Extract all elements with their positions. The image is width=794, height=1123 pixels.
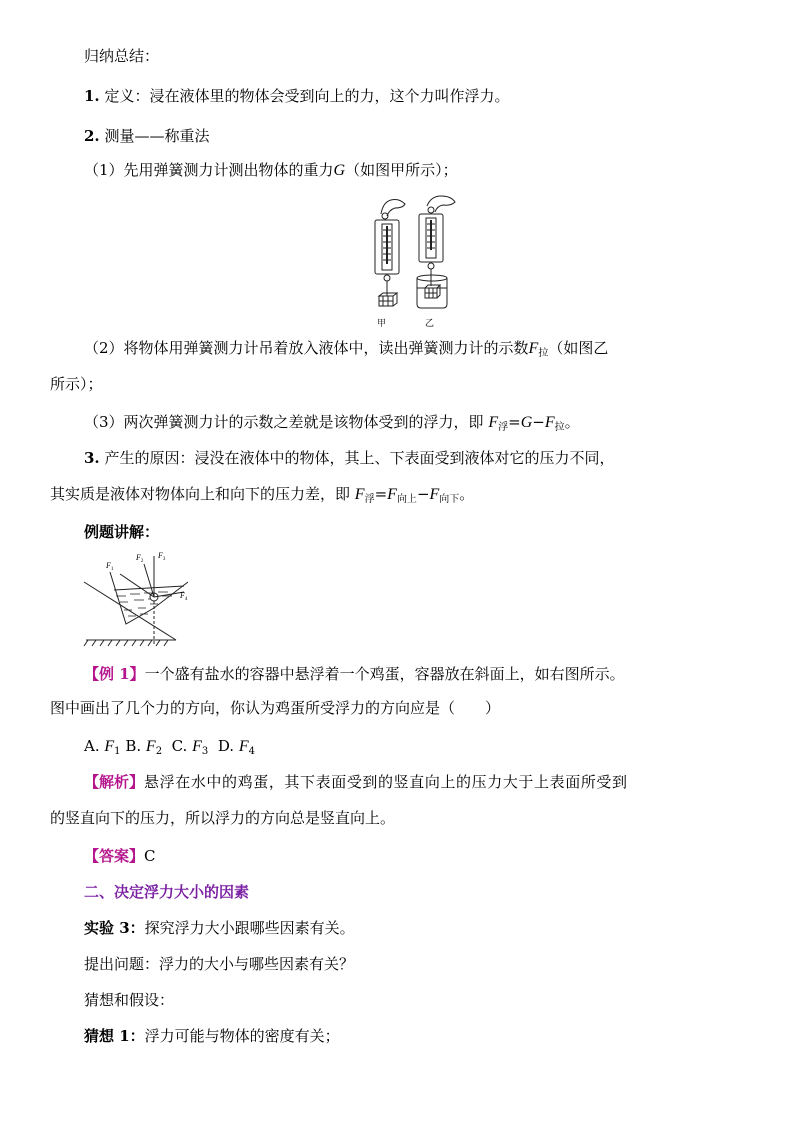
question: 提出问题：浮力的大小与哪些因素有关？ — [84, 955, 355, 973]
sub-la2: 拉 — [554, 422, 565, 433]
option-d: D. $F_4$ — [217, 737, 256, 757]
force-f2 — [144, 564, 154, 597]
var-f-up: F — [387, 486, 397, 503]
step2-line2: 所示）； — [50, 375, 103, 393]
answer-tag: 【答案】 — [84, 847, 145, 865]
step1 — [84, 160, 458, 181]
item3-line2-text: 其实质是液体对物体向上和向下的压力差，即 — [50, 485, 351, 503]
item2 — [84, 126, 209, 146]
item1-number: 1. — [84, 87, 100, 105]
step2-text: （2）将物体用弹簧测力计吊着放入液体中，读出弹簧测力计的示数 — [84, 339, 529, 357]
option-a: A. $F_1$ — [84, 737, 121, 757]
item3 — [84, 448, 614, 468]
section2-title: 二、决定浮力大小的因素 — [84, 883, 250, 901]
step2-tail: （如图乙 — [548, 339, 609, 357]
var-g: G — [333, 162, 346, 179]
minus: − — [532, 413, 545, 431]
question-line2: 图中画出了几个力的方向，你认为鸡蛋所受浮力的方向应是（ ） — [50, 699, 501, 717]
experiment — [84, 918, 355, 938]
experiment-text: 探究浮力大小跟哪些因素有关。 — [144, 919, 355, 937]
var-f-fu: F — [488, 414, 499, 431]
step1-text: （1）先用弹簧测力计测出物体的重力 — [84, 161, 334, 179]
eq: = — [508, 413, 521, 431]
var-f-down: F — [429, 486, 440, 503]
label-yi: 乙 — [425, 319, 435, 329]
item1-text: 定义：浸在液体里的物体会受到向上的力，这个力叫作浮力。 — [104, 87, 510, 105]
label-f1: $F_1$ — [106, 561, 114, 572]
example-tag: 【例 1】 — [84, 665, 145, 683]
sub-la: 拉 — [538, 348, 549, 359]
hypothesis: 猜想和假设： — [84, 991, 175, 1009]
spring-scale-figure — [355, 192, 465, 330]
options — [84, 736, 255, 762]
analysis-line2: 的竖直向下的压力，所以浮力的方向总是竖直向上。 — [50, 809, 396, 827]
sub-fu2: 浮 — [364, 494, 375, 505]
guess1-label: 猜想 1： — [84, 1027, 145, 1045]
example-question — [84, 664, 625, 684]
label-jia: 甲 — [377, 319, 387, 329]
var-f-la: F — [544, 414, 555, 431]
incline-figure — [80, 552, 190, 648]
option-c: C. $F_3$ — [171, 737, 209, 757]
period2: 。 — [459, 485, 475, 503]
item1 — [84, 86, 509, 106]
eq2: = — [374, 485, 388, 503]
example-heading: 例题讲解： — [84, 523, 160, 541]
step3-text: （3）两次弹簧测力计的示数之差就是该物体受到的浮力，即 — [84, 413, 484, 431]
analysis — [84, 772, 628, 792]
answer-value: C — [144, 847, 156, 865]
guess1-text: 浮力可能与物体的密度有关； — [144, 1027, 340, 1045]
item3-line2 — [50, 484, 474, 510]
question-line1: 一个盛有盐水的容器中悬浮着一个鸡蛋，容器放在斜面上，如右图所示。 — [144, 665, 625, 683]
analysis-line1: 悬浮在水中的鸡蛋，其下表面受到的竖直向上的压力大于上表面所受到 — [144, 773, 628, 791]
summary-heading: 归纳总结： — [84, 47, 160, 65]
answer — [84, 846, 156, 866]
label-f4: $F_4$ — [180, 591, 188, 602]
item3-text: 产生的原因：浸没在液体中的物体，其上、下表面受到液体对它的压力不同， — [104, 449, 615, 467]
label-f3: $F_3$ — [158, 552, 166, 562]
var-f-fu2: F — [354, 486, 365, 503]
analysis-tag: 【解析】 — [84, 773, 145, 791]
step2 — [84, 338, 608, 364]
force-f1 — [120, 574, 154, 597]
option-b: B. $F_2$ — [125, 737, 163, 757]
period: 。 — [564, 413, 580, 431]
incline-line — [84, 582, 176, 640]
var-g2: G — [520, 414, 533, 431]
hand-right — [427, 196, 455, 212]
var-f: F — [528, 340, 539, 357]
item2-number: 2. — [84, 127, 100, 145]
item2-text: 测量——称重法 — [104, 127, 210, 145]
guess1 — [84, 1026, 340, 1046]
step1-tail: （如图甲所示）； — [345, 161, 458, 179]
sub-fu: 浮 — [498, 422, 509, 433]
step3 — [84, 412, 580, 438]
label-f2: $F_2$ — [136, 553, 144, 564]
sub-up: 向上 — [396, 494, 417, 505]
item3-number: 3. — [84, 449, 100, 467]
experiment-label: 实验 3： — [84, 919, 145, 937]
sub-down: 向下 — [439, 494, 460, 505]
minus2: − — [416, 485, 430, 503]
